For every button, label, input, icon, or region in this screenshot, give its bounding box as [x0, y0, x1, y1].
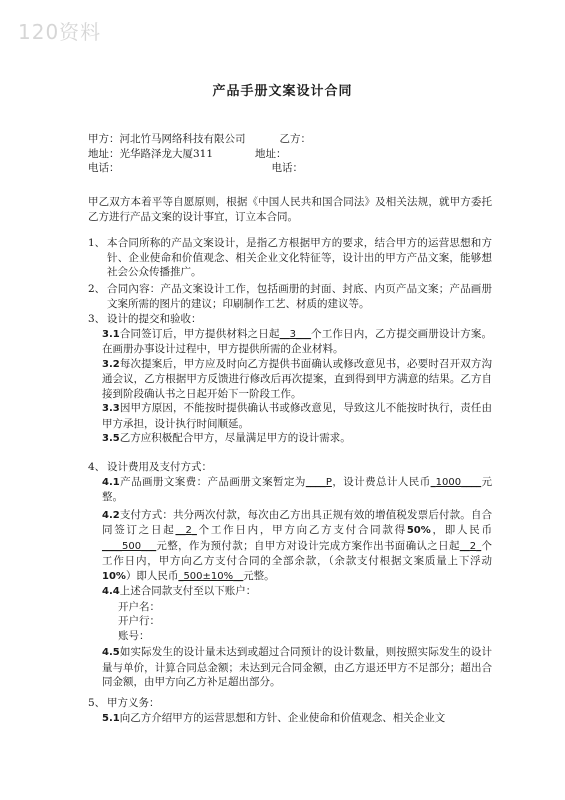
section-5-number: 5、 — [88, 697, 106, 709]
clause-4-4: 4.4上述合同款支付至以下账户： — [102, 585, 257, 597]
section-2-number: 2、 — [88, 283, 106, 295]
clause-3-5: 3.5乙方应积极配合甲方，尽量满足甲方的设计需求。 — [102, 432, 351, 444]
party-a: 甲方：河北竹马网络科技有限公司 — [88, 133, 246, 145]
watermark: 120资料 — [18, 20, 102, 44]
parties-block — [88, 132, 492, 176]
section-1 — [88, 236, 492, 280]
section-3-title: 设计的提交和验收： — [107, 313, 202, 325]
address-a: 地址：光华路泽龙大厦311 — [88, 147, 214, 160]
section-2 — [88, 282, 492, 311]
clause-4-1: 4.1产品画册文案费：产品画册文案暂定为____P，设计费总计人民币_1000____元整。 — [102, 475, 493, 503]
clause-4-2: 4.2支付方式：共分两次付款，每次由乙方出具正规有效的增值税发票后付款。自合同签订之日起__2_个工作日内，甲方向乙方支付合同款得50%，即人民币____500___元整，作为预付款；自甲方对设计完成方案作出书面确认之日起__2_个工作日内，甲方向乙方支付合同的全部余款，（余款支付根据文案质量上下浮动10%）即人民币_500±10%__元整。 — [102, 508, 493, 582]
section-3 — [88, 312, 492, 447]
section-3-number: 3、 — [88, 313, 106, 325]
section-5-title: 甲方义务： — [107, 697, 160, 709]
document-title: 产品手册文案设计合同 — [212, 84, 353, 99]
account-bank-label: 开户行： — [118, 615, 160, 627]
clause-3-2: 3.2每次提案后，甲方应及时向乙方提供书面确认或修改意见书，必要时召开双方沟通会议，乙方根据甲方反馈进行修改后再次提案，直到得到甲方满意的结果。乙方自接到阶段确认书之日起开始下一阶段工作。 — [102, 357, 492, 400]
clause-4-5: 4.5如实际发生的设计量未达到或超过合同预计的设计数量，则按照实际发生的设计量与单价，计算合同总金额；未达到元合同金额，由乙方退还甲方不足部分；超出合同金额，由甲方向乙方补足超出部分。 — [102, 646, 492, 688]
party-b: 乙方： — [279, 133, 311, 145]
clause-5-1: 5.1向乙方介绍甲方的运营思想和方针、企业使命和价值观念、相关企业文 — [102, 711, 446, 724]
clause-3-1: 3.1合同签订后，甲方提供材料之日起__3___个工作日内，乙方提交画册设计方案。在画册办事设计过程中，甲方提供所需的企业材料。 — [102, 327, 493, 355]
section-4 — [88, 460, 492, 690]
section-4-number: 4、 — [88, 461, 106, 473]
intro-paragraph: 甲乙双方本着平等自愿原则，根据《中国人民共和国合同法》及相关法规，就甲方委托乙方进行产品文案的设计事宜，订立本合同。 — [88, 196, 492, 223]
account-number-label: 账号： — [118, 629, 150, 642]
section-1-number: 1、 — [88, 237, 106, 249]
phone-b: 电话： — [271, 162, 303, 174]
clause-3-3: 3.3因甲方原因，不能按时提供确认书或修改意见，导致这儿不能按时执行，责任由甲方承担，设计执行时间顺延。 — [102, 402, 492, 430]
address-b: 地址： — [255, 147, 287, 160]
section-4-title: 设计费用及支付方式： — [107, 461, 212, 473]
section-2-text: 合同內容：产品文案设计工作，包括画册的封面、封底、内页产品文案；产品画册文案所需的图片的建议；印刷制作工艺、材质的建议等。 — [107, 283, 492, 310]
section-1-text: 本合同所称的产品文案设计，是指乙方根据甲方的要求，结合甲方的运营思想和方针、企业使命和价值观念、相关企业文化特征等，设计出的甲方产品文案，能够想社会公众传播推广。 — [107, 237, 492, 278]
phone-a: 电话： — [88, 162, 120, 174]
section-5 — [88, 696, 492, 726]
account-name-label: 开户名： — [118, 600, 160, 613]
